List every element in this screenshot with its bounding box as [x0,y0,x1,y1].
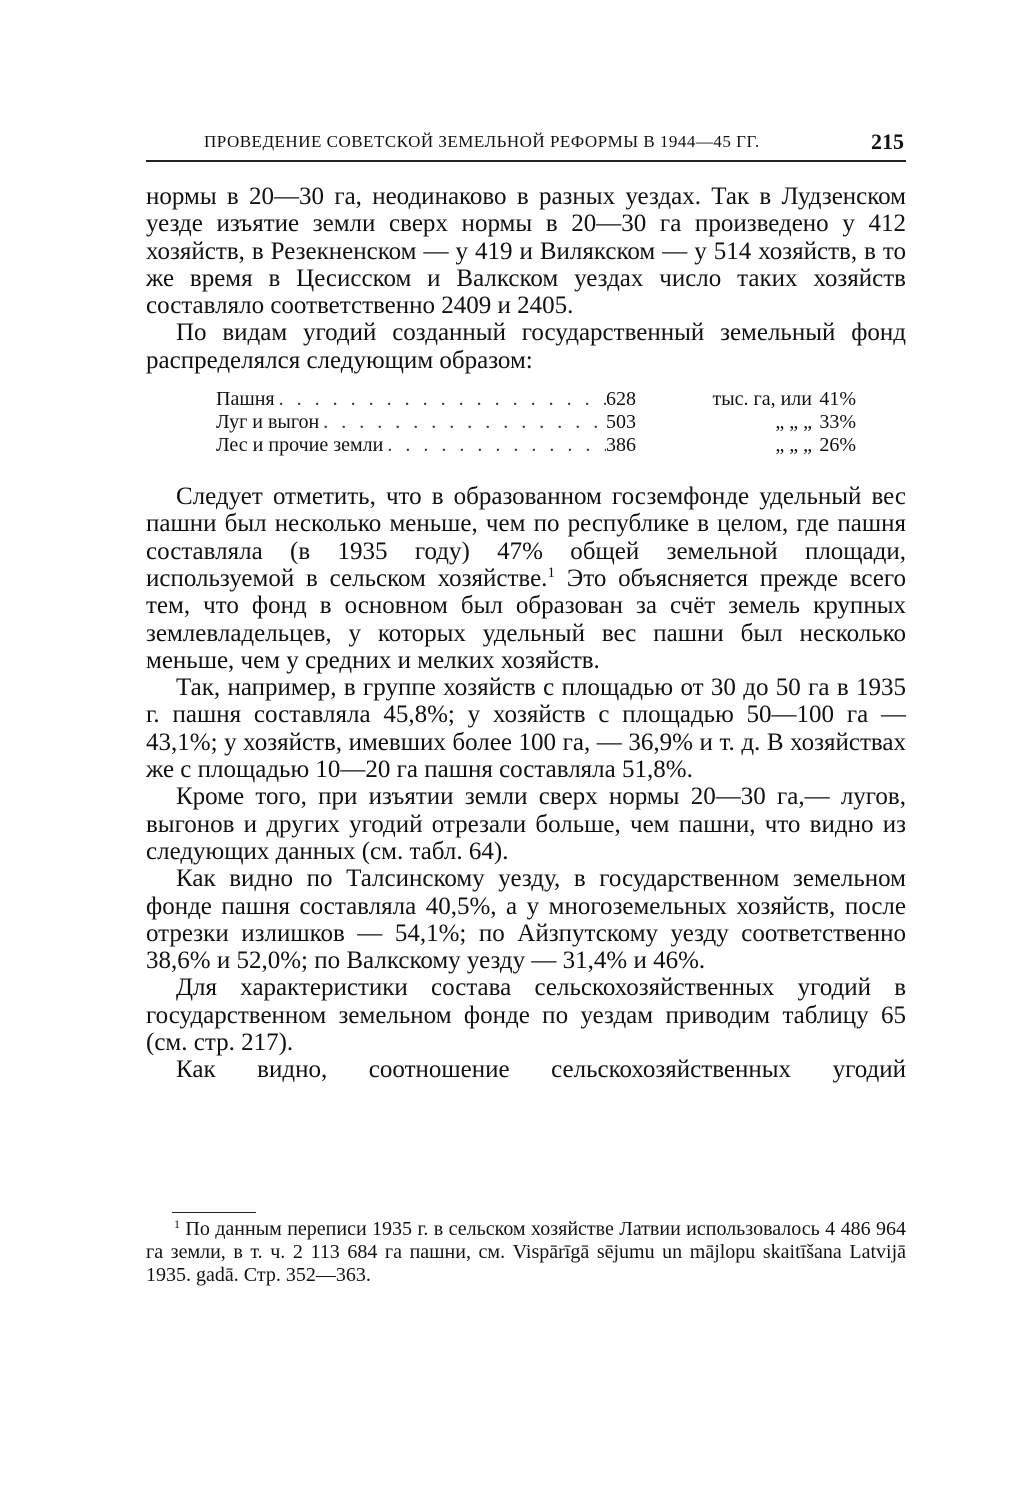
leader-dots [383,434,606,457]
paragraph-4: Так, например, в группе хозяйств с площадью от 30 до 50 га в 1935 г. пашня составляла 45,8%; у хозяйств с площадью 50—100 га — 43,1%; у хозяйств, имевших более 100 га, — 36,9% и т. д. В хозяйствах же с площадью 10—20 га пашня составляла 51,8%. [146,674,906,784]
land-percent: 41% [819,388,856,411]
land-value: 386 [606,434,636,457]
paragraph-3 [146,483,906,674]
land-row-meadow [216,411,856,434]
leader-dots [319,411,606,434]
paragraph-3-part-1: Следует отметить, что в образованном госземфонде удельный вес пашни был несколько меньше, чем по республике в целом, где пашня составляла (в 1935 году) 47% общей земельной площади, используемой в сельском хозяйстве. [146,483,906,592]
paragraph-7: Для характеристики состава сельскохозяйственных угодий в государственном земельном фонде по уездам приводим таблицу 65 (см. стр. 217). [146,974,906,1057]
paragraph-1: нормы в 20—30 га, неодинаково в разных уездах. Так в Лудзенском уезде изъятие земли сверх нормы в 20—30 га произведено у 412 хозяйств, в Резекненском — у 419 и Вилякском — у 514 хозяйств, в то же время в Цесисском и Валкском уездах число таких хозяйств составляло соответственно 2409 и 2405. [146,183,906,320]
land-percent: 26% [819,434,856,457]
leader-dots [275,388,606,411]
paragraph-3-part-2: Это объясняется прежде всего тем, что фонд в основном был образован за счёт земель крупных землевладельцев, у которых удельный вес пашни был несколько меньше, чем у средних и мелких хозяйств. [146,564,906,674]
land-unit: „ „ „ [775,411,812,434]
paragraph-2: По видам угодий созданный государственный земельный фонд распределялся следующим образом: [146,319,906,374]
footnote-text: По данным переписи 1935 г. в сельском хозяйстве Латвии использовалось 4 486 964 га земли, в т. ч. 2 113 684 га пашни, см. Vispārīgā sējumu un mājlopu skaitīšana Latvijā 1935. gadā. Стр. 352—363. [146,1218,906,1286]
page-number: 215 [871,129,904,154]
footnotes [146,1218,906,1287]
land-value: 503 [606,411,636,434]
land-percent: 33% [819,411,856,434]
land-types-list [216,388,856,457]
land-name: Луг и выгон [216,411,320,434]
land-unit: тыс. га, или [712,388,812,411]
footnote-reference: 1 [547,564,555,581]
footnote-mark: 1 [174,1216,180,1231]
page-header [146,126,906,162]
land-name: Пашня [216,388,275,411]
main-text [146,183,906,1084]
spacer [146,467,906,483]
land-unit: „ „ „ [775,434,812,457]
paragraph-8: Как видно, соотношение сельскохозяйственных угодий [176,1056,906,1084]
land-row-arable [216,388,856,411]
footnote-separator [172,1212,256,1213]
land-row-forest [216,434,856,457]
running-title: ПРОВЕДЕНИЕ СОВЕТСКОЙ ЗЕМЕЛЬНОЙ РЕФОРМЫ В 1944—45 ГГ. [204,132,760,151]
footnote-1 [146,1218,906,1287]
paragraph-6: Как видно по Талсинскому уезду, в государственном земельном фонде пашня составляла 40,5%, а у многоземельных хозяйств, после отрезки излишков — 54,1%; по Айзпутскому уезду соответственно 38,6% и 52,0%; по Валкскому уезду — 31,4% и 46%. [146,865,906,975]
land-name: Лес и прочие земли [216,434,384,457]
paragraph-5: Кроме того, при изъятии земли сверх нормы 20—30 га,— лугов, выгонов и других угодий отрезали больше, чем пашни, что видно из следующих данных (см. табл. 64). [146,783,906,865]
land-value: 628 [606,388,636,411]
